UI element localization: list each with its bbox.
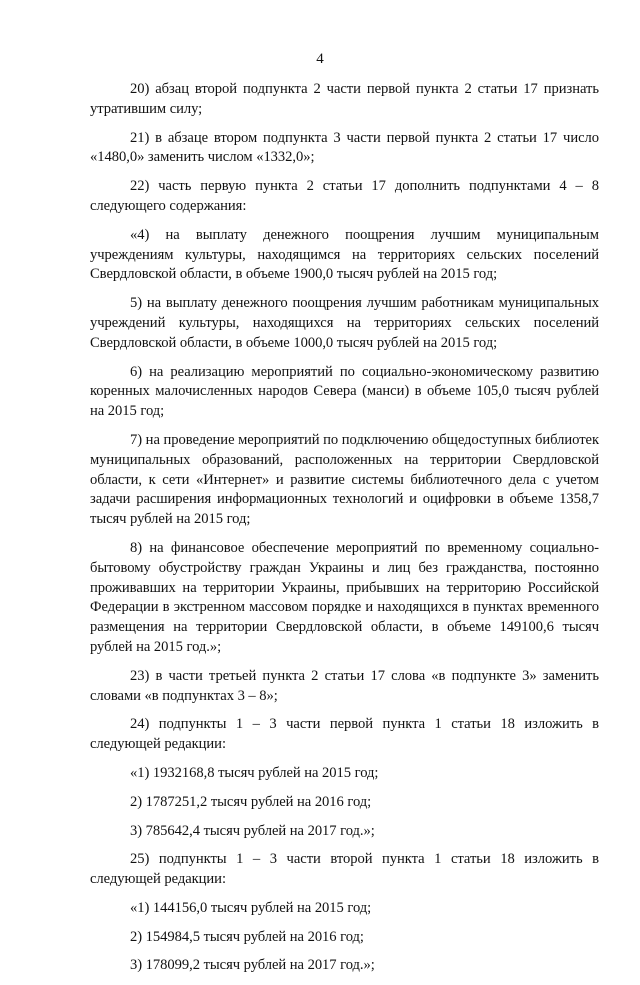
list-item-25-3: 3) 178099,2 тысяч рублей на 2017 год.»;	[130, 957, 375, 974]
paragraph-item-25: 25) подпункты 1 – 3 части второй пункта 1 статьи 18 изложить в следующей редакции:	[90, 851, 599, 888]
list-item-25-1: «1) 144156,0 тысяч рублей на 2015 год;	[130, 899, 372, 916]
paragraph-item-22: 22) часть первую пункта 2 статьи 17 дополнить подпунктами 4 – 8 следующего содержания:	[90, 178, 599, 214]
subparagraph-4: «4) на выплату денежного поощрения лучшим муниципальным учреждениям культуры, находящимся на территориях сельских поселений Свердловской области, в объеме 1900,0 тысяч рублей на 2015 год;	[90, 226, 599, 283]
list-item-24-2: 2) 1787251,2 тысяч рублей на 2016 год;	[130, 793, 372, 810]
paragraph-item-21: 21) в абзаце втором подпункта 3 части первой пункта 2 статьи 17 число «1480,0» заменить числом «1332,0»;	[90, 129, 599, 166]
list-item-24-1: «1) 1932168,8 тысяч рублей на 2015 год;	[130, 764, 379, 781]
document-body	[90, 80, 599, 985]
paragraph-item-20: 20) абзац второй подпункта 2 части первой пункта 2 статьи 17 признать утратившим силу;	[90, 81, 599, 117]
subparagraph-7: 7) на проведение мероприятий по подключению общедоступных библиотек муниципальных образований, расположенных на территории Свердловской области, к сети «Интернет» и развитие системы библиотечного дела с учетом задачи расширения информационных технологий и оцифровки в объеме 1358,7 тысяч рублей на 2015 год;	[90, 431, 599, 528]
list-item-25-2: 2) 154984,5 тысяч рублей на 2016 год;	[130, 928, 364, 945]
subparagraph-6: 6) на реализацию мероприятий по социально-экономическому развитию коренных малочисленных народов Севера (манси) в объеме 105,0 тысяч рублей на 2015 год;	[90, 363, 599, 420]
subparagraph-5: 5) на выплату денежного поощрения лучшим работникам муниципальных учреждений культуры, находящихся на территориях сельских поселений Свердловской области, в объеме 1000,0 тысяч рублей на 2015 год;	[90, 295, 599, 351]
subparagraph-8: 8) на финансовое обеспечение мероприятий по временному социально-бытовому обустройству граждан Украины и лиц без гражданства, постоянно проживавших на территории Украины, прибывших на территорию Российской Федерации в экстренном массовом порядке и находящихся в пунктах временного размещения на территории Свердловской области, в объеме 149100,6 тысяч рублей на 2015 год.»;	[90, 539, 599, 655]
paragraph-item-23: 23) в части третьей пункта 2 статьи 17 слова «в подпункте 3» заменить словами «в подпунктах 3 – 8»;	[90, 667, 599, 704]
list-item-24-3: 3) 785642,4 тысяч рублей на 2017 год.»;	[130, 822, 375, 839]
paragraph-item-24: 24) подпункты 1 – 3 части первой пункта 1 статьи 18 изложить в следующей редакции:	[90, 716, 599, 753]
page-number: 4	[316, 51, 324, 67]
